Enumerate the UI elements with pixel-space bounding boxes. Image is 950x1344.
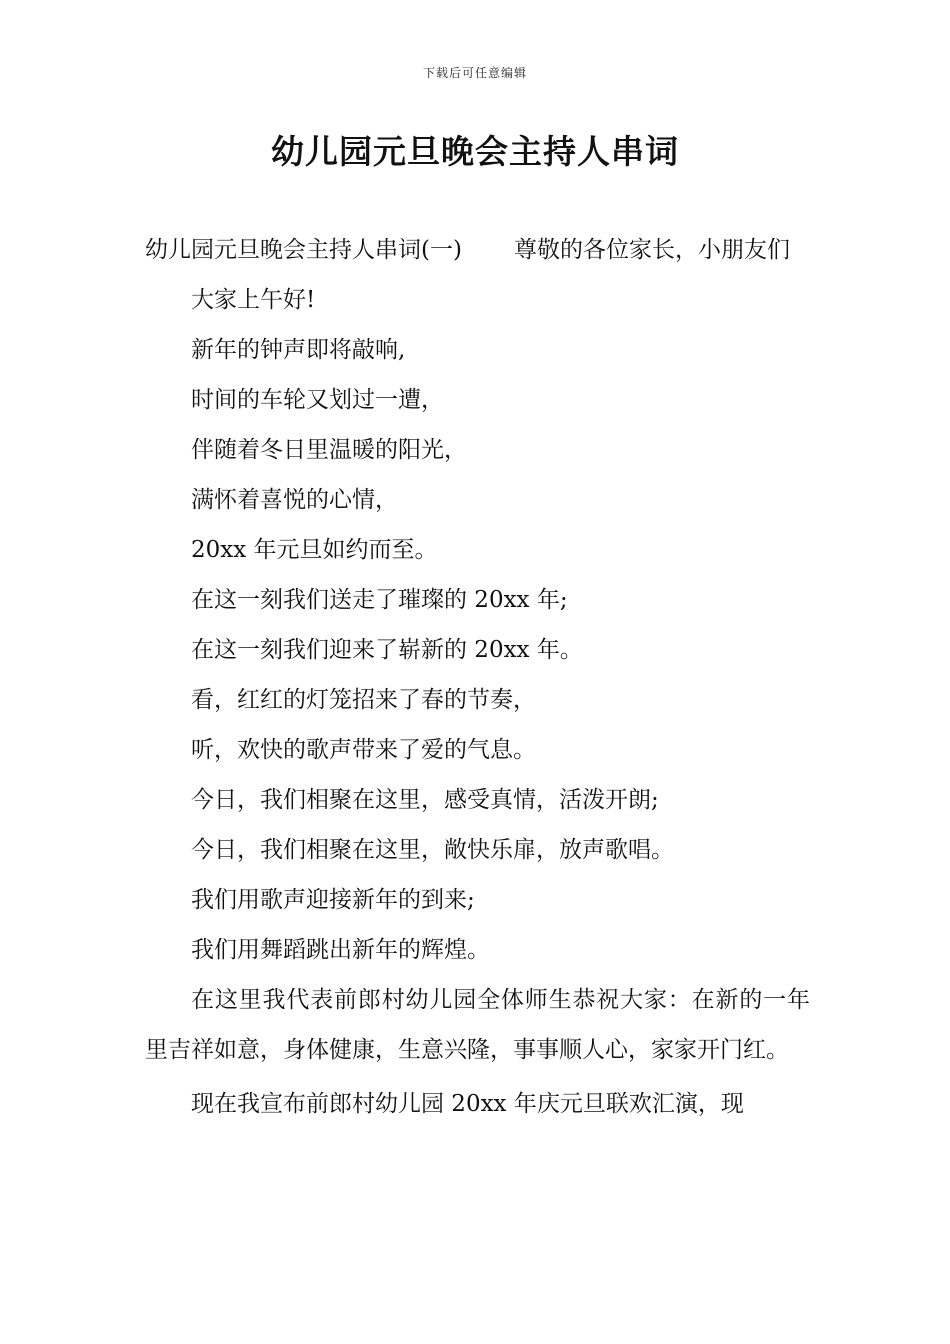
document-body [145,225,810,1129]
line-9: 看，红红的灯笼招来了春的节奏， [191,687,536,713]
line-7: 在这一刻我们送走了璀璨的 20xx 年; [191,587,568,613]
line-11: 今日，我们相聚在这里，感受真情，活泼开朗; [191,787,659,813]
line-2: 新年的钟声即将敲响, [191,337,406,363]
line-13: 我们用歌声迎接新年的到来; [191,887,475,913]
line-14: 我们用舞蹈跳出新年的辉煌。 [191,937,490,963]
line-1: 大家上午好! [191,287,316,313]
document-title: 幼儿园元旦晚会主持人串词 [271,132,679,171]
line-6: 20xx 年元旦如约而至。 [191,537,438,563]
header-note: 下载后可任意编辑 [422,66,527,80]
line-5: 满怀着喜悦的心情， [191,487,398,513]
line-12: 今日，我们相聚在这里，敞快乐扉，放声歌唱。 [191,837,674,863]
line-3: 时间的车轮又划过一遭， [191,387,444,413]
announcement-paragraph: 现在我宣布前郎村幼儿园 20xx 年庆元旦联欢汇演，现 [191,1091,744,1117]
blessing-paragraph: 在这里我代表前郎村幼儿园全体师生恭祝大家：在新的一年里吉祥如意，身体健康，生意兴隆，事事顺人心，家家开门红。 [145,987,810,1063]
intro-paragraph [145,225,810,275]
greeting: 尊敬的各位家长，小朋友们 [513,237,790,263]
line-10: 听，欢快的歌声带来了爱的气息。 [191,737,536,763]
line-4: 伴随着冬日里温暖的阳光， [191,437,467,463]
section-label: 幼儿园元旦晚会主持人串词(一) [145,237,462,263]
line-8: 在这一刻我们迎来了崭新的 20xx 年。 [191,637,583,663]
